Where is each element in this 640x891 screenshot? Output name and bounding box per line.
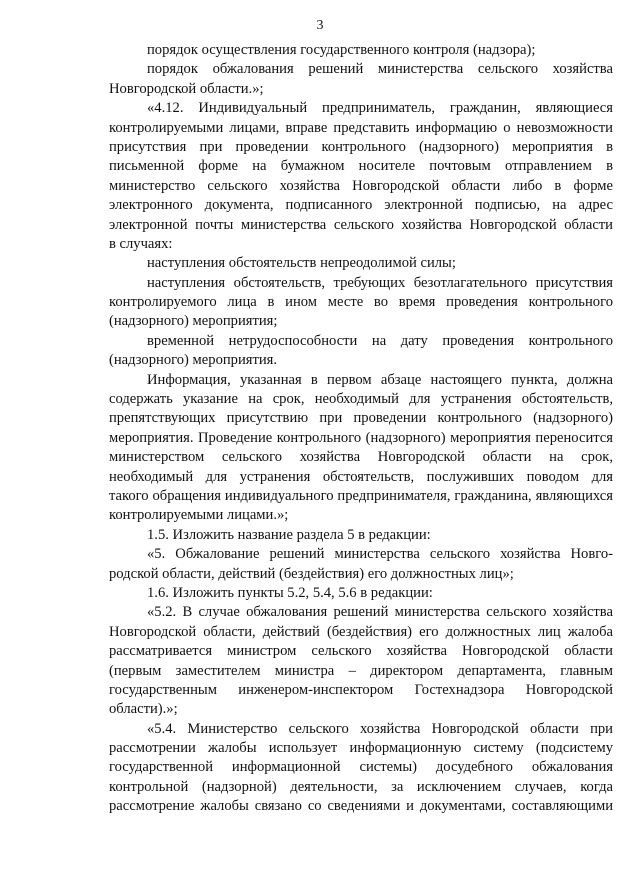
text-line: контролируемыми лицами.»; [109,507,289,524]
paragraph [109,584,613,603]
text-line: министерство сельского хозяйства Новгородской области либо в форме [109,177,613,194]
paragraph [109,545,613,584]
text-line: «4.12. Индивидуальный предприниматель, гражданин, являющиеся [147,100,613,117]
text-line: области).»; [109,701,178,718]
text-line: письменной форме на бумажном носителе почтовым отправлением в [109,158,613,175]
paragraph [109,41,613,60]
text-line: такого обращения индивидуального предпринимателя, гражданина, являющихся [109,487,613,504]
text-line: контролируемого лица в ином месте во время проведения контрольного [109,294,613,311]
text-line: рассмотрении жалобы использует информационную систему (подсистему [109,740,613,757]
text-line: государственной информационной системы) досудебного обжалования [109,759,613,776]
text-line: порядок осуществления государственного контроля (надзора); [147,42,536,58]
text-line: контрольной (надзорной) деятельности, за исключением случаев, когда [109,778,613,795]
text-line: необходимый для устранения обстоятельств, послуживших поводом для [109,468,613,485]
text-line: родской области, действий (бездействия) его должностных лиц»; [109,565,514,582]
text-line: «5.4. Министерство сельского хозяйства Новгородской области при [147,720,613,737]
text-line: Информация, указанная в первом абзаце настоящего пункта, должна [147,371,613,388]
text-line: Новгородской области.»; [109,80,264,97]
text-line: наступления обстоятельств непреодолимой силы; [147,255,456,272]
text-line: 1.6. Изложить пункты 5.2, 5.4, 5.6 в редакции: [147,584,433,601]
text-line: (надзорного) мероприятия. [109,352,278,369]
paragraph [109,99,613,254]
text-line: (надзорного) мероприятия; [109,313,278,330]
paragraph [109,274,613,332]
paragraph [109,371,613,526]
paragraph [109,603,613,719]
text-line: наступления обстоятельств, требующих безотлагательного присутствия [147,274,613,291]
text-line: министерством сельского хозяйства Новгородской области на срок, [109,449,613,466]
text-line: мероприятия. Проведение контрольного (надзорного) мероприятия переносится [109,429,613,446]
page-number: 3 [316,18,324,33]
paragraph [109,526,613,545]
document-body [109,41,613,817]
text-line: рассмотрение жалобы связано со сведениями и документами, составляющими [109,798,613,815]
paragraph [109,720,613,817]
paragraph [109,332,613,371]
text-line: контролируемыми лицами, вправе представить информацию о невозможности [109,119,613,136]
text-line: рассматривается министром сельского хозяйства Новгородской области [109,643,613,660]
paragraph [109,254,613,273]
text-line: препятствующих присутствию при проведении контрольного (надзорного) [109,410,613,427]
text-line: электронного документа, подписанного электронной подписью, на адрес [109,197,613,214]
text-line: временной нетрудоспособности на дату проведения контрольного [147,332,613,349]
text-line: в случаях: [109,235,173,252]
text-line: электронной почты министерства сельского хозяйства Новгородской области [109,216,613,233]
text-line: «5.2. В случае обжалования решений министерства сельского хозяйства [147,604,613,621]
text-line: присутствия при проведении контрольного (надзорного) мероприятия в [109,138,613,155]
text-line: государственным инженером-инспектором Гостехнадзора Новгородской [109,681,613,698]
text-line: порядок обжалования решений министерства сельского хозяйства [147,61,613,78]
text-line: (первым заместителем министра – директором департамента, главным [109,662,613,679]
text-line: «5. Обжалование решений министерства сельского хозяйства Новго- [147,546,613,563]
paragraph [109,60,613,99]
text-line: Новгородской области, действий (бездействия) его должностных лиц жалоба [109,623,613,640]
text-line: 1.5. Изложить название раздела 5 в редакции: [147,526,431,543]
text-line: содержать указание на срок, необходимый для устранения обстоятельств, [109,391,613,408]
